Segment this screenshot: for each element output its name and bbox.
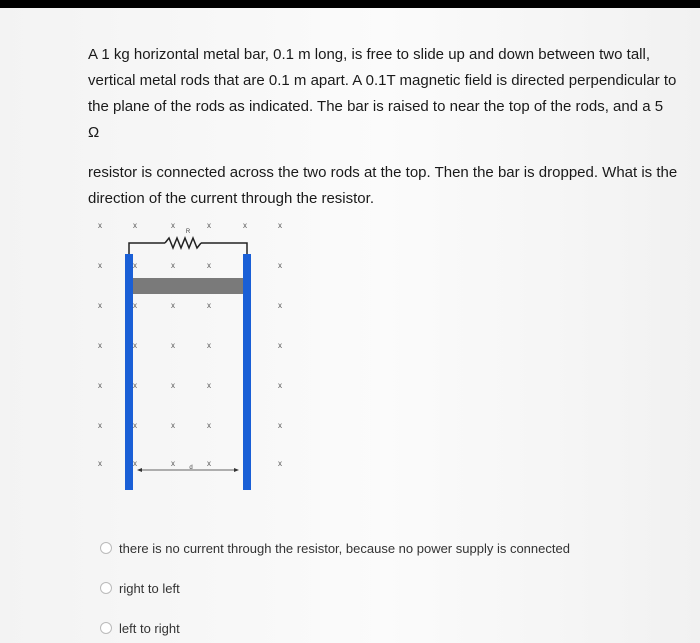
option-right-to-left[interactable] [100,578,180,598]
question-paragraph-2: resistor is connected across the two rods at the top. Then the bar is dropped. What is the direction of the current through the resistor. [88,164,678,207]
option-label: right to left [119,580,180,596]
field-x-mark: x [133,301,137,310]
field-x-mark: x [133,221,137,230]
field-x-mark: x [278,221,282,230]
field-x-mark: x [171,459,175,468]
field-x-mark: x [278,381,282,390]
distance-label: d [189,465,193,471]
field-x-mark: x [278,421,282,430]
field-x-mark: x [207,301,211,310]
field-x-mark: x [171,261,175,270]
field-x-mark: x [98,341,102,350]
field-x-mark: x [278,301,282,310]
field-x-mark: x [98,221,102,230]
field-x-mark: x [133,341,137,350]
top-wire-right [201,243,247,258]
distance-arrow-right [234,468,239,472]
field-x-mark: x [133,261,137,270]
field-x-mark: x [207,261,211,270]
question-paragraph-1: A 1 kg horizontal metal bar, 0.1 m long, is free to slide up and down between two tall, vertical metal rods that are 0.1 m apart. A 0.1T magnetic field is directed perpendicular to the plane of the rods as indicated. The bar is raised to near the top of the rods, and a 5 Ω [88,46,677,141]
field-x-mark: x [133,421,137,430]
resistor-label: R [185,229,191,235]
field-x-mark: x [133,459,137,468]
radio-button[interactable] [100,582,112,594]
radio-button[interactable] [100,622,112,634]
field-x-mark: x [98,261,102,270]
field-x-mark: x [98,301,102,310]
field-x-mark: x [207,421,211,430]
option-left-to-right[interactable] [100,618,180,638]
left-rod [125,254,133,490]
field-x-mark: x [207,221,211,230]
field-x-mark: x [171,341,175,350]
radio-button[interactable] [100,542,112,554]
field-x-mark: x [98,421,102,430]
field-x-mark: x [171,421,175,430]
field-x-mark: x [243,221,247,230]
resistor-zigzag [165,238,201,248]
field-x-mark: x [207,381,211,390]
circuit-diagram [85,208,300,500]
field-x-mark: x [278,459,282,468]
top-wire [129,243,165,258]
option-label: left to right [119,620,180,636]
question-panel [0,8,700,643]
field-x-mark: x [207,341,211,350]
field-x-mark: x [278,341,282,350]
field-x-mark: x [98,381,102,390]
field-x-mark: x [98,459,102,468]
right-rod [243,254,251,490]
field-x-mark: x [207,459,211,468]
field-x-mark: x [133,381,137,390]
field-x-mark: x [171,381,175,390]
option-label: there is no current through the resistor, because no power supply is connected [119,540,570,556]
option-no-current[interactable] [100,538,570,558]
distance-arrow-left [137,468,142,472]
sliding-bar [133,278,243,294]
field-x-mark: x [278,261,282,270]
question-text [88,42,678,212]
field-x-mark: x [171,301,175,310]
field-x-mark: x [171,221,175,230]
